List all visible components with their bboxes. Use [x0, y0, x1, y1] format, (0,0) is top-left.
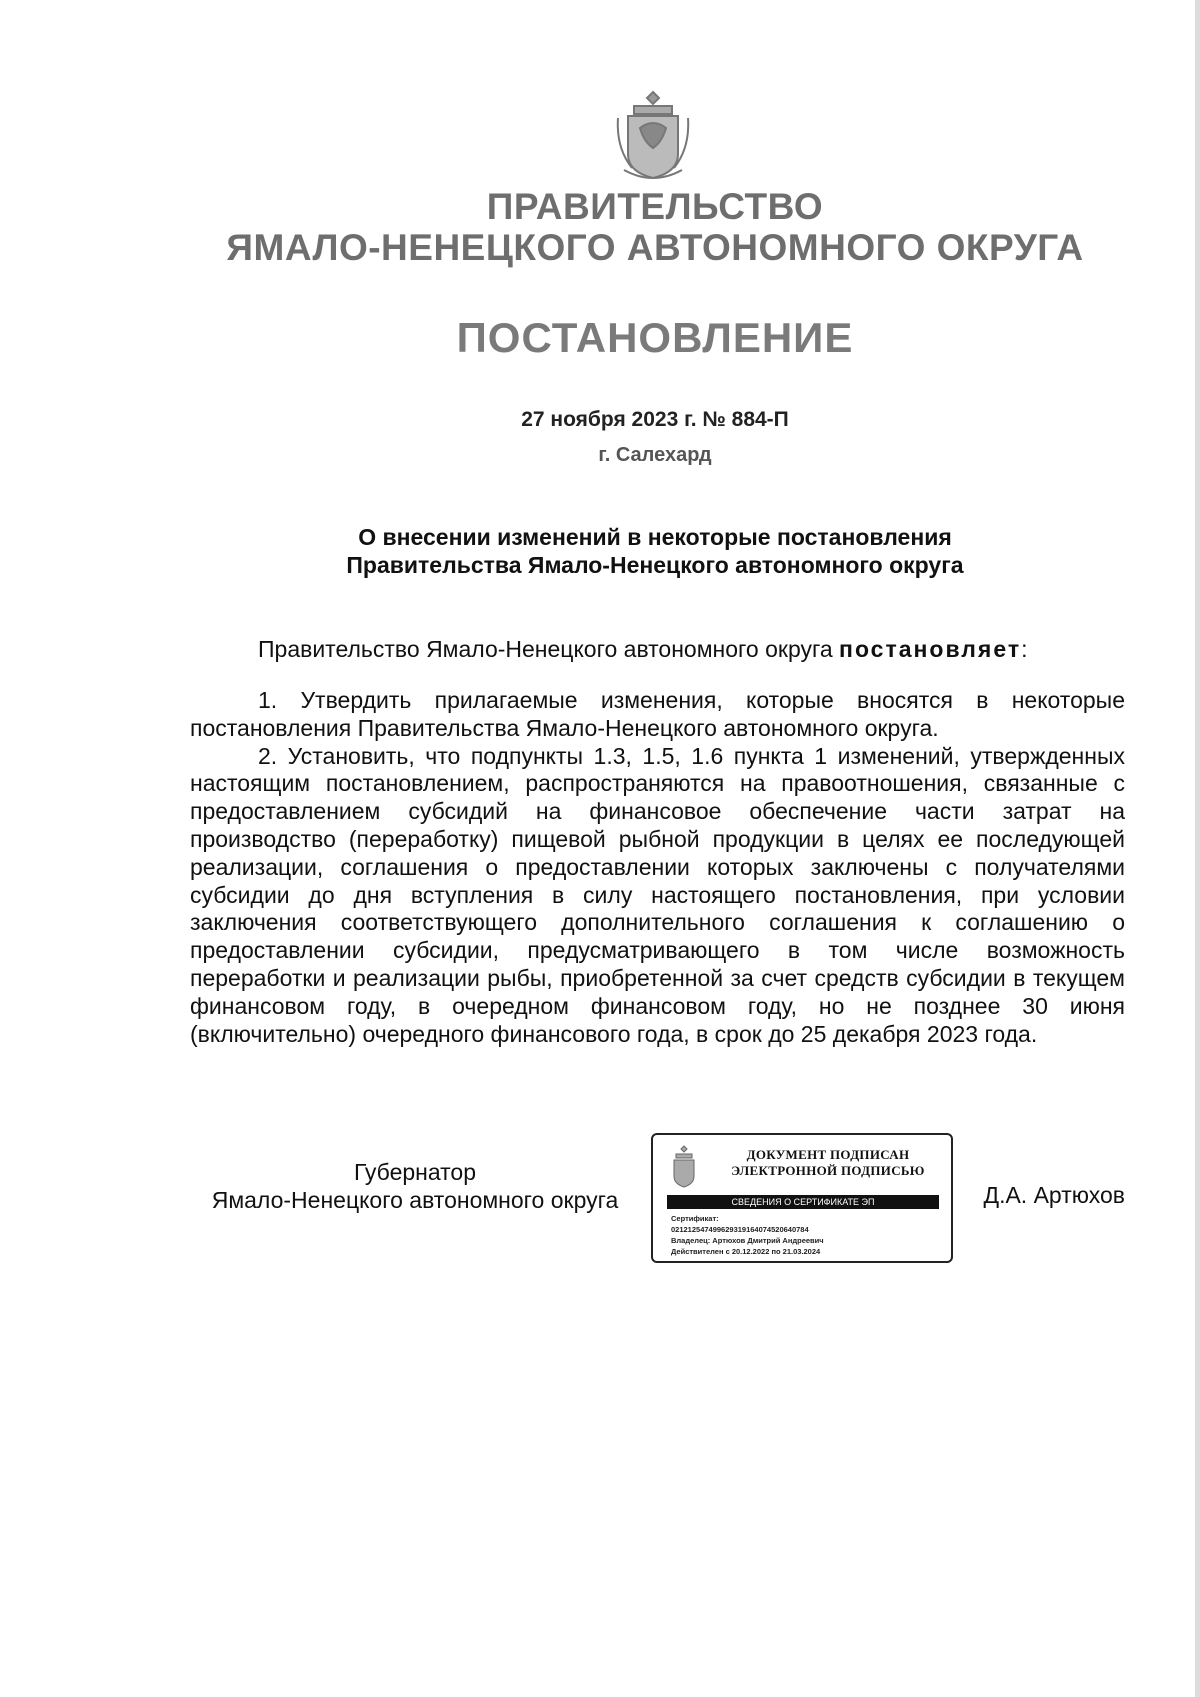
- government-region: ЯМАЛО-НЕНЕЦКОГО АВТОНОМНОГО ОКРУГА: [226, 227, 1084, 268]
- preamble-tail: :: [1021, 636, 1028, 662]
- stamp-heading-line-2: ЭЛЕКТРОННОЙ ПОДПИСЬЮ: [731, 1163, 925, 1178]
- signer-position: Губернатор: [353, 1159, 477, 1185]
- preamble: [258, 636, 1027, 663]
- document-subject: [0, 523, 1200, 579]
- subject-line-2: Правительства Ямало-Ненецкого автономного округа: [346, 552, 964, 578]
- document-body: [190, 687, 1125, 1048]
- document-date-number: 27 ноября 2023 г. № 884-П: [521, 408, 789, 431]
- signer-name: Д.А. Артюхов: [983, 1182, 1125, 1208]
- stamp-owner: Владелец: Артюхов Дмитрий Андреевич: [671, 1236, 824, 1245]
- paragraph-2: 2. Установить, что подпункты 1.3, 1.5, 1.6 пункта 1 изменений, утвержденных настоящим постановлением, распространяются на правоотношения, связанные с предоставлением субсидий на финансовое обеспечение части затрат на производство (переработку) пищевой рыбной продукции в целях ее последующей реализации, соглашения о предоставлении которых заключены с получателями субсидии до дня вступления в силу настоящего постановления, при условии заключения соответствующего дополнительного соглашения к соглашению о предоставлении субсидии, предусматривающего в том числе возможность переработки и реализации рыбы, приобретенной за счет средств субсидии в текущем финансовом году, в очередном финансовом году, но не позднее 30 июня (включительно) очередного финансового года, в срок до 25 декабря 2023 года.: [190, 742, 1125, 1047]
- electronic-signature-stamp: [651, 1133, 953, 1263]
- paragraph-1: 1. Утвердить прилагаемые изменения, которые вносятся в некоторые постановления Правительства Ямало-Ненецкого автономного округа.: [190, 687, 1125, 741]
- stamp-heading-line-1: ДОКУМЕНТ ПОДПИСАН: [746, 1147, 910, 1162]
- preamble-text: Правительство Ямало-Ненецкого автономного округа: [258, 636, 840, 662]
- document-city: г. Салехард: [598, 444, 712, 466]
- subject-line-1: О внесении изменений в некоторые постановления: [358, 524, 952, 550]
- government-title: ПРАВИТЕЛЬСТВО: [486, 186, 824, 227]
- preamble-emphasis: постановляет: [839, 636, 1022, 662]
- stamp-emblem-icon: [671, 1145, 697, 1189]
- stamp-certificate-bar: СВЕДЕНИЯ О СЕРТИФИКАТЕ ЭП: [667, 1195, 939, 1209]
- signer-title: [190, 1158, 640, 1214]
- stamp-cert-number: 021212547499629319164074520640784: [671, 1225, 809, 1234]
- stamp-validity: Действителен с 20.12.2022 по 21.03.2024: [671, 1247, 821, 1256]
- stamp-certificate-info: [671, 1213, 943, 1257]
- signer-region: Ямало-Ненецкого автономного округа: [211, 1187, 619, 1213]
- stamp-cert-label: Сертификат:: [671, 1214, 719, 1223]
- document-type: ПОСТАНОВЛЕНИЕ: [456, 314, 854, 361]
- stamp-heading: [713, 1147, 943, 1179]
- yanao-coat-of-arms-icon: [614, 88, 692, 184]
